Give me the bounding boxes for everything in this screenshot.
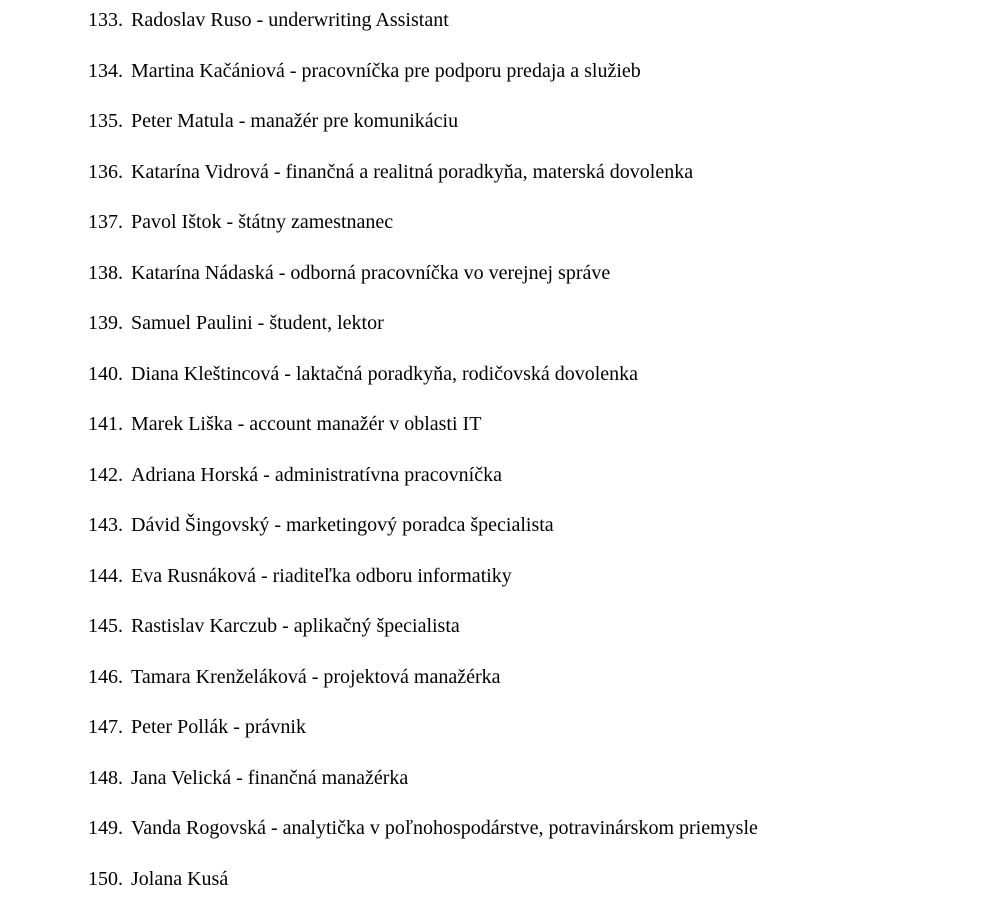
list-item xyxy=(88,767,980,790)
list-item-number: 139. xyxy=(88,312,123,334)
list-item xyxy=(88,716,980,739)
list-item xyxy=(88,413,980,436)
list-item-number: 149. xyxy=(88,817,123,839)
list-item-number: 135. xyxy=(88,110,123,132)
list-item xyxy=(88,312,980,335)
list-item xyxy=(88,615,980,638)
list-item xyxy=(88,161,980,184)
list-item-number: 142. xyxy=(88,463,123,486)
list-item-text: Rastislav Karczub - aplikačný špecialista xyxy=(131,615,460,637)
list-item xyxy=(88,363,980,386)
list-item-number: 147. xyxy=(88,716,123,738)
list-item-text: Peter Pollák - právnik xyxy=(131,716,306,738)
list-item xyxy=(88,60,980,83)
list-item xyxy=(88,9,980,32)
list-item xyxy=(88,211,980,234)
list-item-number: 136. xyxy=(88,160,123,183)
list-item-number: 140. xyxy=(88,362,123,385)
list-item-text: Katarína Nádaská - odborná pracovníčka vo verejnej správe xyxy=(131,261,611,284)
list-item-text: Radoslav Ruso - underwriting Assistant xyxy=(131,9,449,31)
list-item-number: 138. xyxy=(88,261,123,284)
list-item-text: Samuel Paulini - študent, lektor xyxy=(131,312,384,334)
list-item-text: Pavol Ištok - štátny zamestnanec xyxy=(131,211,394,233)
list-item-number: 137. xyxy=(88,211,123,233)
list-item-text: Diana Kleštincová - laktačná poradkyňa, rodičovská dovolenka xyxy=(131,362,639,385)
list-item-number: 134. xyxy=(88,59,123,82)
list-item-text: Martina Kačániová - pracovníčka pre podporu predaja a služieb xyxy=(131,59,641,82)
list-item-text: Peter Matula - manažér pre komunikáciu xyxy=(131,110,459,132)
list-item-text: Vanda Rogovská - analytička v poľnohospodárstve, potravinárskom priemysle xyxy=(131,817,758,839)
list-item-text: Eva Rusnáková - riaditeľka odboru informatiky xyxy=(131,564,512,587)
list-item xyxy=(88,666,980,689)
list-item xyxy=(88,514,980,537)
list-item-text: Katarína Vidrová - finančná a realitná poradkyňa, materská dovolenka xyxy=(131,160,694,183)
list-item-text: Adriana Horská - administratívna pracovníčka xyxy=(131,463,502,486)
list-item xyxy=(88,110,980,133)
list-item-text: Jolana Kusá xyxy=(131,867,229,890)
list-item-number: 146. xyxy=(88,665,123,688)
list-item-number: 133. xyxy=(88,9,123,31)
list-item xyxy=(88,565,980,588)
list-item-text: Tamara Krenželáková - projektová manažérka xyxy=(131,665,501,688)
list-item-number: 150. xyxy=(88,867,123,890)
list-item-number: 148. xyxy=(88,766,123,789)
list-item xyxy=(88,262,980,285)
list-item-text: Dávid Šingovský - marketingový poradca špecialista xyxy=(131,514,554,536)
list-item-text: Marek Liška - account manažér v oblasti IT xyxy=(131,413,482,435)
list-item-number: 141. xyxy=(88,413,123,435)
list-item xyxy=(88,817,980,840)
list-item-number: 145. xyxy=(88,615,123,637)
list-item-text: Jana Velická - finančná manažérka xyxy=(131,766,409,789)
list-item xyxy=(88,464,980,487)
list-item-number: 143. xyxy=(88,514,123,536)
list-item-number: 144. xyxy=(88,564,123,587)
list-item xyxy=(88,868,980,891)
